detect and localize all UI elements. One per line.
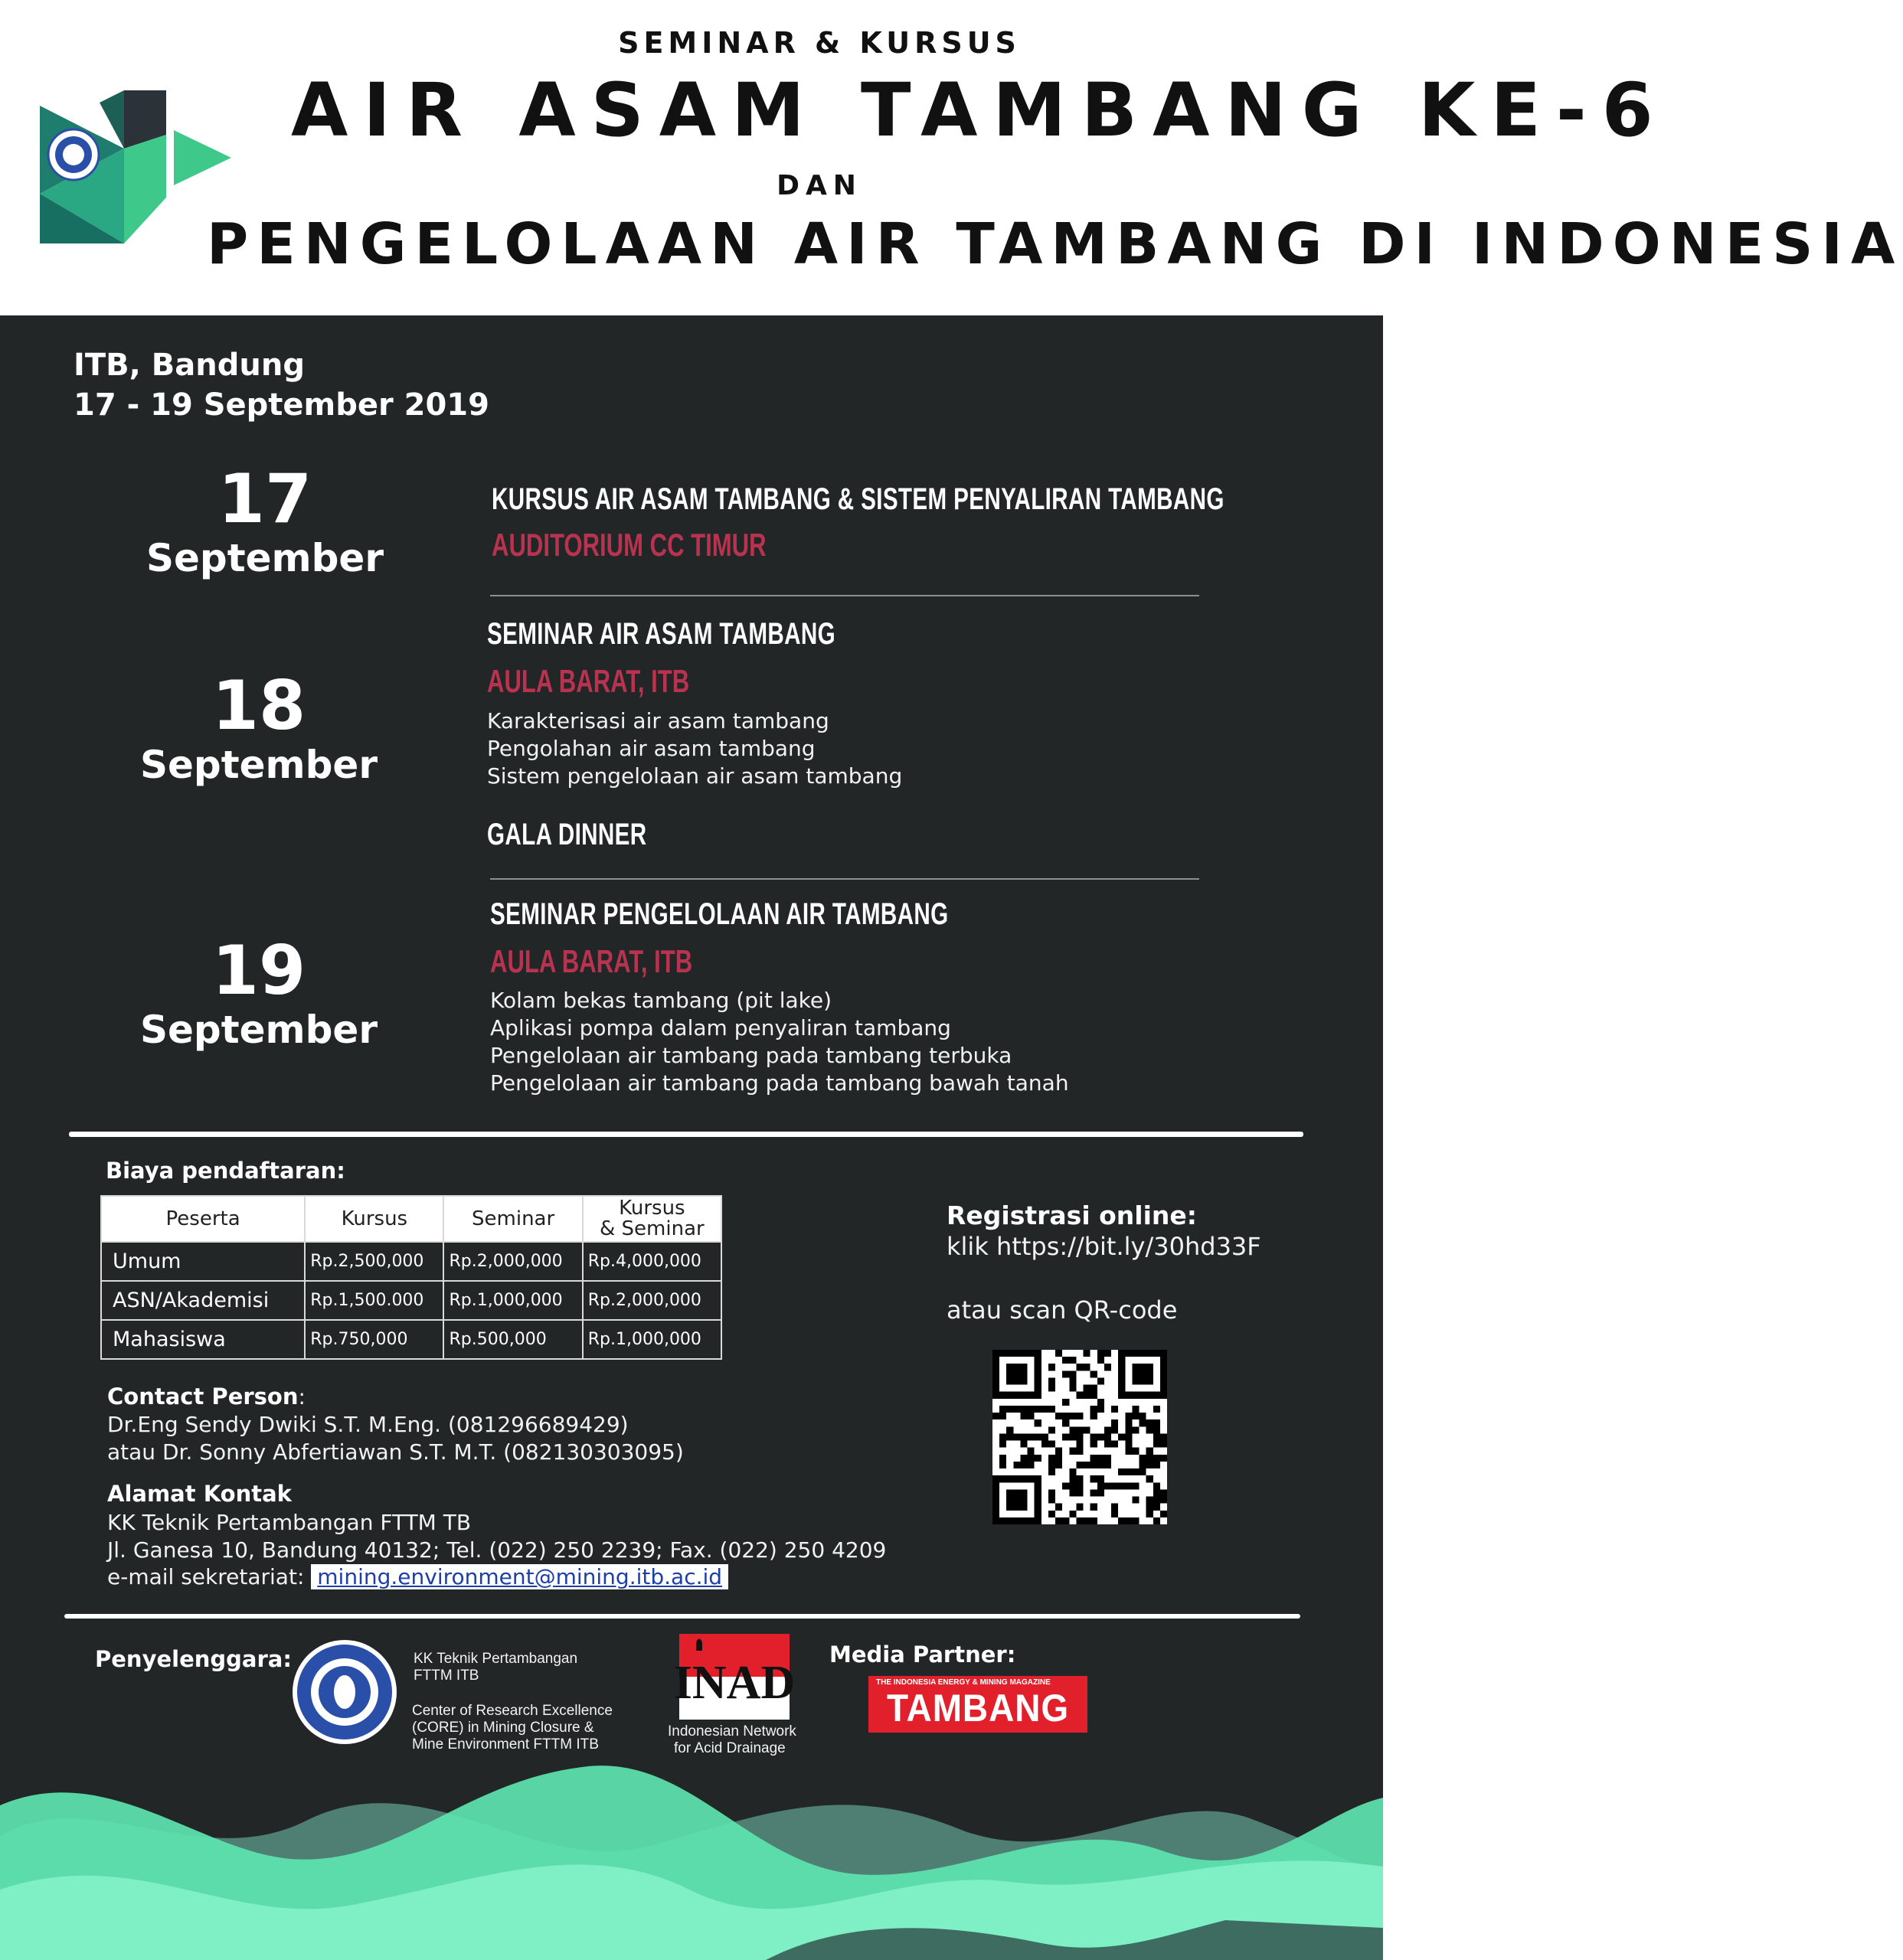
- header-title-line2: PENGELOLAAN AIR TAMBANG DI INDONESIA: [207, 211, 1903, 277]
- column-header: Seminar: [443, 1196, 582, 1242]
- column-header: Kursus & Seminar: [583, 1196, 721, 1242]
- divider: [490, 595, 1199, 596]
- qr-code[interactable]: [992, 1350, 1167, 1524]
- table-cell: Rp.4,000,000: [583, 1242, 721, 1281]
- table-cell: Umum: [101, 1242, 305, 1281]
- contact-heading: Contact Person: [107, 1383, 299, 1410]
- event-title: SEMINAR PENGELOLAAN AIR TAMBANG: [490, 897, 949, 931]
- email-link[interactable]: mining.environment@mining.itb.ac.id: [311, 1564, 728, 1589]
- registration-link[interactable]: klik https://bit.ly/30hd33F: [947, 1232, 1261, 1261]
- table-cell: Rp.2,500,000: [305, 1242, 443, 1281]
- organizer-text: Center of Research Excellence: [412, 1703, 613, 1719]
- organizer-text: KK Teknik Pertambangan: [414, 1651, 578, 1667]
- header-connector: DAN: [777, 170, 862, 201]
- table-cell: Rp.1,000,000: [583, 1320, 721, 1359]
- contact-line: Dr.Eng Sendy Dwiki S.T. M.Eng. (081296689429): [107, 1412, 629, 1437]
- tambang-logo: [868, 1676, 1087, 1733]
- topic-item: Pengolahan air asam tambang: [487, 736, 816, 761]
- table-cell: Rp.500,000: [443, 1320, 582, 1359]
- tambang-tagline: THE INDONESIA ENERGY & MINING MAGAZINE: [876, 1678, 1051, 1687]
- event-place: ITB, Bandung: [74, 348, 305, 383]
- email-row: [107, 1563, 728, 1591]
- divider: [490, 878, 1199, 880]
- header-title-line1: AIR ASAM TAMBANG KE-6: [291, 67, 1669, 153]
- table-cell: ASN/Akademisi: [101, 1281, 305, 1320]
- organizer-text: (CORE) in Mining Closure &: [412, 1720, 594, 1736]
- inad-wordmark: INAD: [673, 1657, 796, 1709]
- event-title: KURSUS AIR ASAM TAMBANG & SISTEM PENYALIRAN TAMBANG: [492, 482, 1225, 516]
- table-cell: Rp.1,500.000: [305, 1281, 443, 1320]
- email-label: e-mail sekretariat:: [107, 1564, 305, 1589]
- organizer-heading: Penyelenggara:: [95, 1646, 292, 1672]
- day-number: 19: [211, 931, 306, 1010]
- event-venue: AULA BARAT, ITB: [487, 663, 690, 699]
- table-row: [101, 1281, 721, 1320]
- inad-caption: for Acid Drainage: [674, 1740, 786, 1756]
- topic-item: Pengelolaan air tambang pada tambang terbuka: [490, 1043, 1012, 1068]
- table-cell: Rp.2,000,000: [443, 1242, 582, 1281]
- poster-header: [0, 0, 1903, 315]
- fee-table: [100, 1195, 722, 1360]
- day-number: 18: [211, 666, 306, 745]
- inad-caption: Indonesian Network: [668, 1723, 796, 1740]
- registration-heading: Registrasi online:: [947, 1200, 1197, 1230]
- organizer-text: Mine Environment FTTM ITB: [412, 1736, 599, 1753]
- topic-item: Aplikasi pompa dalam penyaliran tambang: [490, 1015, 951, 1040]
- decorative-waves: [0, 1752, 1383, 1960]
- topic-item: Sistem pengelolaan air asam tambang: [487, 763, 903, 789]
- table-cell: Rp.1,000,000: [443, 1281, 582, 1320]
- contact-heading-wrap: [107, 1383, 306, 1411]
- contact-colon: :: [298, 1384, 306, 1410]
- topic-item: Kolam bekas tambang (pit lake): [490, 988, 832, 1013]
- table-row: [101, 1242, 721, 1281]
- topic-item: Karakterisasi air asam tambang: [487, 708, 829, 733]
- table-cell: Mahasiswa: [101, 1320, 305, 1359]
- organizer-text: FTTM ITB: [414, 1668, 479, 1684]
- qr-caption: atau scan QR-code: [947, 1295, 1178, 1325]
- media-partner-heading: Media Partner:: [829, 1642, 1016, 1668]
- event-dates: 17 - 19 September 2019: [74, 387, 489, 423]
- event-title: GALA DINNER: [487, 818, 647, 851]
- address-line: KK Teknik Pertambangan FTTM TB: [107, 1510, 472, 1535]
- column-header: Peserta: [101, 1196, 305, 1242]
- column-header: Kursus: [305, 1196, 443, 1242]
- event-title: SEMINAR AIR ASAM TAMBANG: [487, 617, 836, 651]
- table-row: [101, 1320, 721, 1359]
- day-month: September: [146, 536, 384, 580]
- table-cell: Rp.750,000: [305, 1320, 443, 1359]
- inad-logo: [673, 1634, 796, 1720]
- section-divider: [69, 1132, 1303, 1137]
- section-divider: [64, 1614, 1300, 1619]
- event-venue: AUDITORIUM CC TIMUR: [492, 527, 767, 563]
- day-month: September: [140, 1008, 378, 1052]
- header-kicker: SEMINAR & KURSUS: [618, 26, 1021, 60]
- event-venue: AULA BARAT, ITB: [490, 943, 693, 979]
- contact-line: atau Dr. Sonny Abfertiawan S.T. M.T. (082130303095): [107, 1439, 684, 1465]
- itb-seal-icon: [291, 1638, 398, 1746]
- address-heading: Alamat Kontak: [107, 1481, 292, 1507]
- table-header-row: [101, 1196, 721, 1242]
- table-cell: Rp.2,000,000: [583, 1281, 721, 1320]
- day-month: September: [140, 743, 378, 787]
- day-number: 17: [217, 459, 312, 538]
- address-line: Jl. Ganesa 10, Bandung 40132; Tel. (022) 250 2239; Fax. (022) 250 4209: [107, 1537, 887, 1563]
- tambang-wordmark: TAMBANG: [886, 1687, 1070, 1730]
- topic-item: Pengelolaan air tambang pada tambang bawah tanah: [490, 1070, 1069, 1096]
- fees-heading: Biaya pendaftaran:: [106, 1158, 345, 1184]
